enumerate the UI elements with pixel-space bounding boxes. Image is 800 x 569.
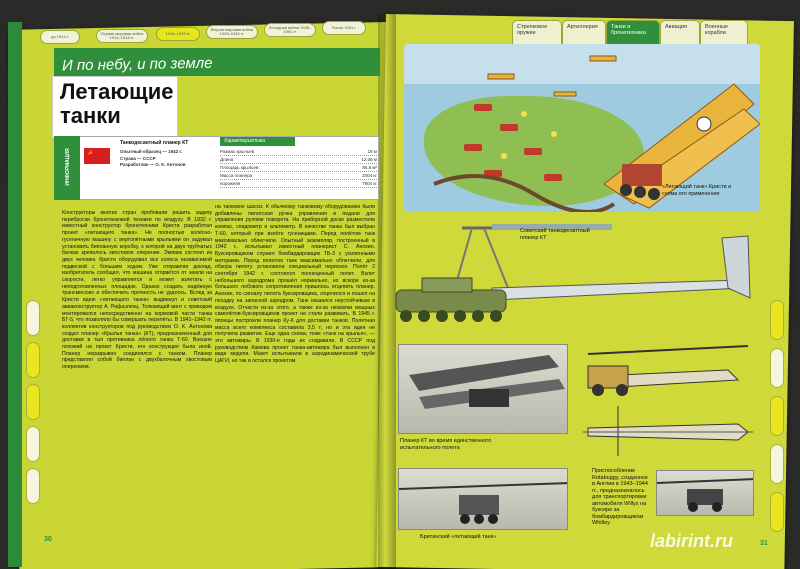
timeline-tab-2[interactable]: Первая мировая война 1914–1918 гг.: [96, 29, 148, 43]
side-tab-left-2[interactable]: [26, 342, 40, 378]
info-label: ИНФОРМАЦИЯ: [65, 148, 71, 186]
body-text-right-column: на танковое шасси. К обычному танковому оборудованию были добавлены пилотская ручка управления и педали для управления рулями поворота. На приборной доске разместили компас, спидометр и альтиметр. В качестве танка был выбран Т-60, который при взлёте гусеницами. Перед полётом танк максимально облегчили. Опытный экземпляр, построенный в 1942 г., испытывал известный планерист С. Анохин. Буксировщиком служил бомбардировщик ТБ-3 с усиленными моторами. Перед полетом танк максимально облегчили, для обзора пилоту установили специальный перископ. Полёт 2 сентября 1942 г. состоялся полноценный полет. Взлет небольшого аэродрома прошёл нормально, но вскоре из-за большого лобового сопротивления пришлось отцепить планер. Анохин, по сигналу пилота буксировщика, отцепился и пошел на посадку на запасной аэродром. Танк оказался неустойчивым в воздухе. Отчасти из-за этого, а также из-за нехватки мощных самолётов-буксировщиков проект не стали развивать. В 1945 г. японцы построили планер Ку-6 для доставки танков. Полетная масса всего комплекса составила 3,5 т; но и эта идея не получила развития. Еще одна схема, тоже «танк на крылья», — это автожиры. В 1930-е годы их создавали. В СССР под руководством Камова проект танка-автожира был выполнен в виде модели. Макет испытывали в аэродинамической трубе ЦАГИ, но так и остался проектом.: [215, 204, 375, 365]
side-tab-right-4[interactable]: [770, 444, 784, 484]
page-number-right: 31: [760, 540, 768, 547]
caption-soviet-glider: Советский танкодесантный планер КТ: [520, 228, 590, 241]
char-value: 2004 кг: [362, 173, 377, 178]
british-flying-tank-photo: [398, 468, 568, 530]
characteristics-heading: Характеристики: [220, 137, 295, 146]
timeline-tab-5[interactable]: Холодная война 1945–1991 гг.: [264, 23, 316, 37]
caption-kristi: «Летающий танк» Кристи и схема его применения: [662, 184, 732, 197]
char-row: [220, 173, 377, 180]
kt-line: Опытный образец — 1942 г.: [120, 149, 183, 154]
side-tab-right-5[interactable]: [770, 492, 784, 532]
char-value: 18 м: [367, 149, 377, 154]
char-label: Масса планера: [220, 173, 253, 178]
timeline-tab-1[interactable]: до 1914 г.: [40, 30, 80, 44]
timeline-tab-4[interactable]: Вторая мировая война 1939–1945 гг.: [206, 25, 258, 39]
kt-line: Разработчик — О. К. Антонов: [120, 162, 186, 167]
watermark: labirint.ru: [650, 531, 734, 551]
kt-info: [120, 140, 210, 169]
page-number-left: 30: [44, 536, 52, 543]
title-line-1: Летающие: [60, 79, 174, 104]
char-label: Размах крыльев: [220, 149, 255, 154]
category-tab-2[interactable]: Артиллерия: [562, 20, 606, 48]
char-value: 12,06 м: [361, 157, 377, 162]
side-tab-left-1[interactable]: [26, 300, 40, 336]
side-tab-right-1[interactable]: [770, 300, 784, 340]
char-label: Длина: [220, 157, 234, 162]
title-line-2: танки: [60, 103, 121, 128]
char-label: порожняя: [220, 181, 241, 186]
rotabuggy-photo-graphic: [657, 471, 754, 516]
section-kicker: И по небу, и по земле: [61, 54, 213, 75]
book-cover-edge: [8, 22, 22, 567]
kt-flight-photo: [398, 344, 568, 434]
hammer-sickle-icon: ☭: [87, 151, 93, 157]
kt-flight-photo-graphic: [399, 345, 568, 434]
kt-name: Танкодесантный планер КТ: [120, 140, 189, 146]
char-row: [220, 149, 377, 156]
timeline-tab-6[interactable]: После 1991 г.: [322, 21, 366, 35]
rotabuggy-drawing: [578, 336, 754, 476]
page-title: [60, 80, 174, 128]
caption-british-tank: Британский «летающий танк»: [420, 534, 497, 540]
char-row: [220, 181, 377, 188]
side-tab-left-3[interactable]: [26, 384, 40, 420]
side-tab-right-3[interactable]: [770, 396, 784, 436]
category-tab-4[interactable]: Авиация: [660, 20, 700, 48]
char-value: 85,8 м²: [362, 165, 377, 170]
char-row: [220, 157, 377, 164]
side-tab-left-5[interactable]: [26, 468, 40, 504]
char-label: Площадь крыльев: [220, 165, 259, 170]
category-tab-5[interactable]: Военные корабли: [700, 20, 748, 48]
british-flying-tank-graphic: [399, 469, 568, 530]
info-tab: [54, 136, 80, 200]
char-row: [220, 165, 377, 172]
timeline-tab-3[interactable]: 1918–1939 гг.: [156, 27, 200, 41]
kt-line: Страна — СССР: [120, 155, 156, 161]
ussr-flag: [84, 148, 110, 164]
char-value: 7804 кг: [362, 181, 377, 186]
category-tab-3[interactable]: Танки и бронетехника: [606, 20, 660, 48]
side-tab-left-4[interactable]: [26, 426, 40, 462]
body-text-left-column: Конструкторы многих стран пробовали решить задачу переброски бронетанковой техники по воздуху. В 1932 г. известный конструктор бронетехники Кристи разработал проект «летающего танка». Не полностью колёсно-гусеничную машину с вертолётными крыльями он задумал установить бипланную коробку, к которой на двух трубчатых балках крепилось хвостовое оперение. Экипаж состоял из двух человек. Кристи оборудовал все колеса независимой подвеской с большим ходом. Уже отправляя доклад, изобретатель сообщил, что машина оторвётся от земли на скорости, легко управляется и может взлетать с неподготовленных площадок. Однако создать надёжную трансмиссию и обеспечить прочность не удалось. Вслед за Кристи идею «летающего танка» выдвинул и советский авиаконструктор А. Рафаэлянц. Толкающий винт с приводом монтировался непосредственно на кормовой части танка БТ-5, что позволяло бы совершать перелёты. В 1941–1942 гг. коллектив конструкторов под руководством О. К. Антонова создал планер «Крылья танка» (КТ), предназначенный для доставки в тыл противника лёгкого танка Т-60. Внешне похожий на проект Кристи, его конструкция была иной. Планер неразрывно соединялся с танком. Планер представлял собой биплан с двухбалочным хвостовым оперением.: [62, 210, 212, 371]
caption-kt-flight: Планер КТ во время единственного испытательного полета: [400, 438, 492, 451]
side-tab-right-2[interactable]: [770, 348, 784, 388]
rotabuggy-photo: [656, 470, 754, 516]
category-tab-1[interactable]: Стрелковое оружие: [512, 20, 562, 48]
caption-rotabuggy: Приспособление Rotabuggy, созданное в Англии в 1943–1944 гг., предназначалось для транспортировки автомобиля Willys на буксире за бомбардировщиком Whitley: [592, 468, 648, 526]
